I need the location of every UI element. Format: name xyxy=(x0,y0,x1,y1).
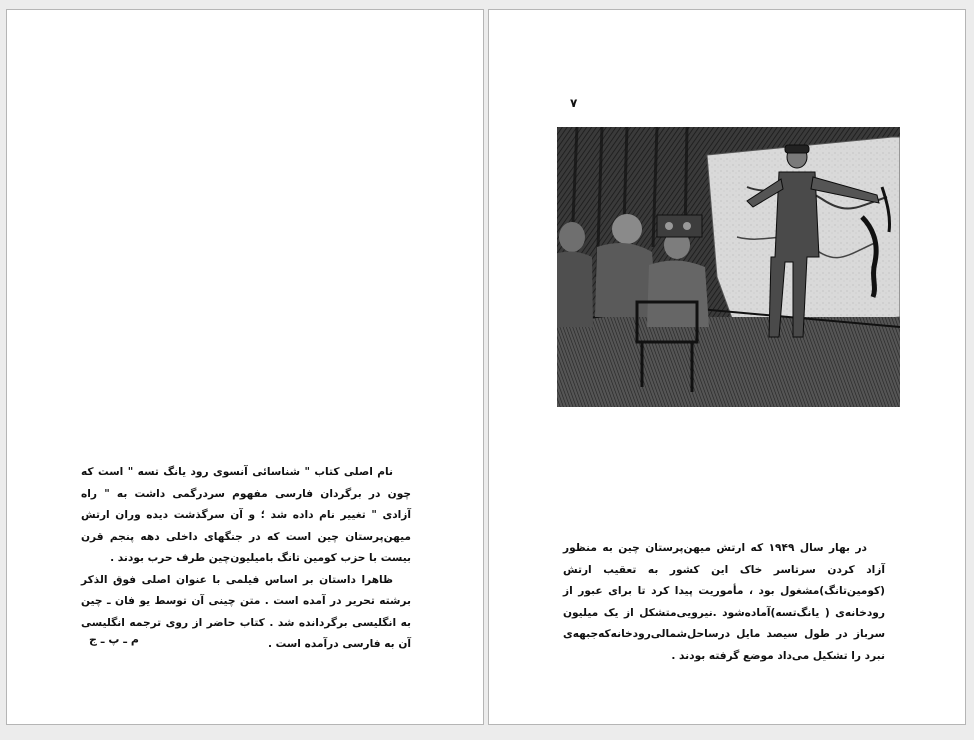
right-page xyxy=(488,9,966,725)
preface-text xyxy=(81,462,411,656)
left-page xyxy=(6,9,484,725)
chapter-paragraph: در بهار سال ۱۹۴۹ که ارتش میهن‌پرستان چین به منظور آزاد کردن سرتاسر خاک این کشور به تعقیب ارتش (کومین‌تانگ)مشغول بود ، مأموریت پیدا کرد تا برای عبور از رودخانه‌ی ( یانگ‌تسه)آماده‌شود .نیرویی‌متشکل از یک میلیون سرباز در طول سیصد مایل درساحل‌شمالی‌رودخانه‌که‌جبهه‌ی نبرد را تشکیل می‌داد موضع گرفته بودند . xyxy=(563,542,885,662)
preface-paragraph-1: نام اصلی کتاب " شناسائی آنسوی رود یانگ تسه " است که چون در برگردان فارسی مفهوم سردرگمی داشت به " راه آزادی " تغییر نام داده شد ؛ و آن سرگذشت دیده وران ارتش میهن‌پرستان چین است که در جنگهای داخلی دهه پنجم قرن بیست با حزب کومین تانگ بامیلیون‌چین طرف حرب بودند . xyxy=(81,466,411,564)
chapter-opening-text xyxy=(563,538,885,667)
briefing-illustration-drawing xyxy=(557,127,900,407)
page-number: ۷ xyxy=(570,96,578,110)
translator-signature: م ـ پ ـ ج xyxy=(89,633,139,646)
preface-paragraph-2: ظاهرا داستان بر اساس فیلمی با عنوان اصلی فوق الذکر برشته تحریر در آمده است . متن چینی آن توسط یو فان ـ چین به انگلیسی برگردانده شد . کتاب حاضر از روی ترجمه انگلیسی آن به فارسی درآمده است . xyxy=(81,573,411,650)
briefing-illustration xyxy=(557,127,900,407)
